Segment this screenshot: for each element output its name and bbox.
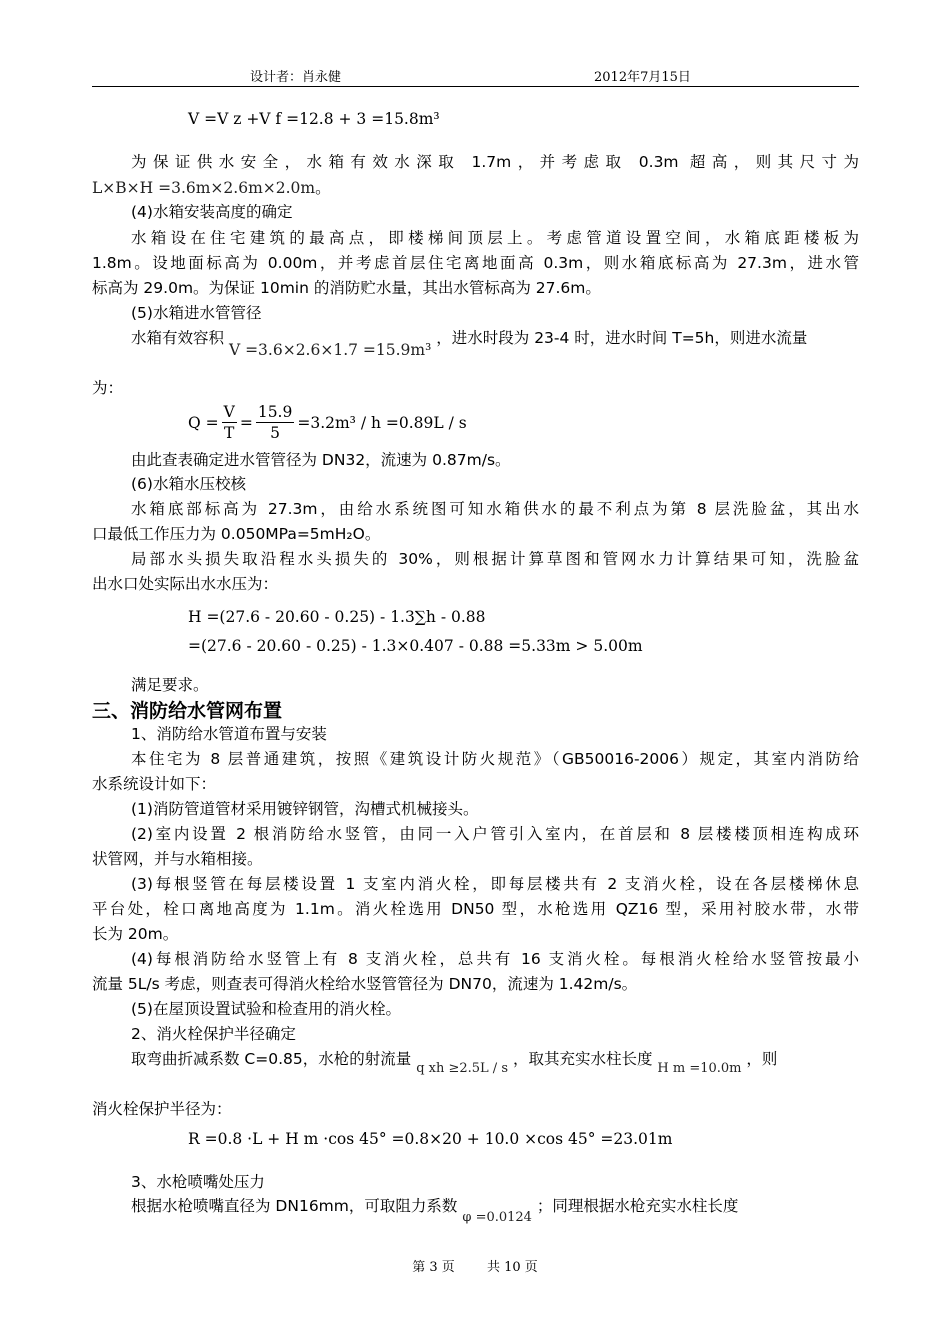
paragraph-line: 本住宅为 8 层普通建筑，按照《建筑设计防火规范》（GB50016-2006）规定，其室内消防给 [131, 750, 859, 768]
paragraph-line: 为： [92, 379, 124, 397]
paragraph-line: 水系统设计如下： [92, 775, 217, 793]
text-fragment: ，取其充实水柱长度 [512, 1050, 653, 1068]
paragraph-line: 标高为 29.0m。为保证 10min 的消防贮水量，其出水管标高为 27.6m。 [92, 279, 601, 297]
paragraph-line: 出水口处实际出水水压为： [92, 575, 279, 593]
inline-equation-column-length: H m =10.0m [657, 1061, 742, 1076]
footer-total-pages: 共 10 页 [486, 1260, 538, 1275]
subsection-title: 1、消防给水管道布置与安装 [131, 725, 327, 743]
fraction-numerator: V [223, 403, 235, 421]
equation-pressure-1: H =(27.6 - 20.60 - 0.25) - 1.3∑h - 0.88 [188, 608, 486, 626]
paragraph-line: 1.8m。设地面标高为 0.00m，并考虑首层住宅离地面高 0.3m，则水箱底标高为 27.3m，进水管 [92, 254, 859, 272]
fraction [222, 402, 237, 443]
section-title: (5)水箱进水管管径 [131, 304, 262, 322]
paragraph-line: 水箱底部标高为 27.3m，由给水系统图可知水箱供水的最不利点为第 8 层洗脸盆，其出水 [131, 500, 859, 518]
text-fragment: 水箱有效容积 [131, 329, 225, 347]
paragraph-line: 水箱设在住宅建筑的最高点，即楼梯间顶层上。考虑管道设置空间，水箱底距楼板为 [131, 229, 859, 247]
text-fragment: ；同理根据水枪充实水柱长度 [536, 1197, 739, 1215]
list-item-continuation: 平台处，栓口离地高度为 1.1m。消火栓选用 DN50 型，水枪选用 QZ16 型，采用衬胶水带，水带 [92, 900, 859, 918]
list-item: (4)每根消防给水竖管上有 8 支消火栓，总共有 16 支消火栓。每根消火栓给水竖管按最小 [131, 950, 859, 968]
list-item: (1)消防管道管材采用镀锌钢管，沟槽式机械接头。 [131, 800, 479, 818]
inline-equation-volume: V =3.6×2.6×1.7 =15.9m³ [228, 341, 432, 359]
equation-pressure-2: =(27.6 - 20.60 - 0.25) - 1.3×0.407 - 0.88 =5.33m > 5.00m [188, 637, 643, 655]
fraction [256, 402, 295, 443]
paragraph-line: 口最低工作压力为 0.050MPa=5mH₂O。 [92, 525, 381, 543]
fraction-denominator: T [224, 424, 235, 442]
equation-radius: R =0.8 ·L + H m ·cos 45° =0.8×20 + 10.0 ×cos 45° =23.01m [188, 1130, 673, 1148]
list-item-continuation: 状管网，并与水箱相接。 [92, 850, 263, 868]
subsection-title: 3、水枪喷嘴处压力 [131, 1173, 265, 1191]
list-item: (3)每根竖管在每层楼设置 1 支室内消火栓，即每层楼共有 2 支消火栓，设在各层楼梯休息 [131, 875, 859, 893]
header-designer: 设计者：肖永健 [250, 70, 342, 85]
subsection-title: 2、消火栓保护半径确定 [131, 1025, 296, 1043]
inline-equation-dimensions: L×B×H =3.6m×2.6m×2.0m [92, 179, 316, 197]
fraction-denominator: 5 [270, 424, 281, 442]
list-item-continuation: 长为 20m。 [92, 925, 179, 943]
paragraph-line: 由此查表确定进水管管径为 DN32，流速为 0.87m/s。 [131, 451, 511, 469]
paragraph-line: 消火栓保护半径为： [92, 1100, 232, 1118]
section-title: (6)水箱水压校核 [131, 475, 246, 493]
paragraph-line [131, 1194, 859, 1225]
list-item: (5)在屋顶设置试验和检查用的消火栓。 [131, 1000, 401, 1018]
eq-text: Q = [188, 413, 219, 432]
section-title: (4)水箱安装高度的确定 [131, 203, 293, 221]
inline-equation-flow-rate: q xh ≥2.5L / s [416, 1061, 508, 1076]
equation-volume: V =V z +V f =12.8 + 3 =15.8m³ [188, 110, 440, 128]
text-fragment: 根据水枪喷嘴直径为 DN16mm，可取阻力系数 [131, 1197, 458, 1215]
text-fragment: ，进水时段为 23-4 时，进水时间 T=5h，则进水流量 [436, 329, 808, 347]
inline-equation-resistance: φ =0.0124 [462, 1210, 532, 1225]
paragraph-line [131, 326, 859, 359]
text-fragment: ，则 [746, 1050, 778, 1068]
text-fragment: 。 [315, 179, 331, 197]
list-item: (2)室内设置 2 根消防给水竖管，由同一入户管引入室内，在首层和 8 层楼楼顶相连构成环 [131, 825, 859, 843]
eq-text: =3.2m³ / h =0.89L / s [297, 413, 467, 432]
paragraph-line: 局部水头损失取沿程水头损失的 30%，则根据计算草图和管网水力计算结果可知，洗脸盆 [131, 550, 859, 568]
paragraph-line: 满足要求。 [131, 676, 209, 694]
paragraph-line [92, 176, 859, 200]
list-item-continuation: 流量 5L/s 考虑，则查表可得消火栓给水竖管管径为 DN70，流速为 1.42m/s。 [92, 975, 638, 993]
paragraph-line [131, 1047, 859, 1076]
equation-flow [188, 402, 467, 443]
footer-page-number: 第 3 页 [412, 1260, 455, 1275]
page-header [92, 64, 859, 87]
eq-text: = [239, 413, 253, 432]
text-fragment: 取弯曲折减系数 C=0.85，水枪的射流量 [131, 1050, 412, 1068]
header-date: 2012年7月15日 [594, 70, 691, 85]
chapter-heading: 三、消防给水管网布置 [92, 700, 283, 722]
page-footer [0, 1256, 950, 1275]
fraction-numerator: 15.9 [257, 403, 293, 421]
paragraph-line: 为保证供水安全，水箱有效水深取 1.7m，并考虑取 0.3m 超高，则其尺寸为 [131, 153, 859, 171]
